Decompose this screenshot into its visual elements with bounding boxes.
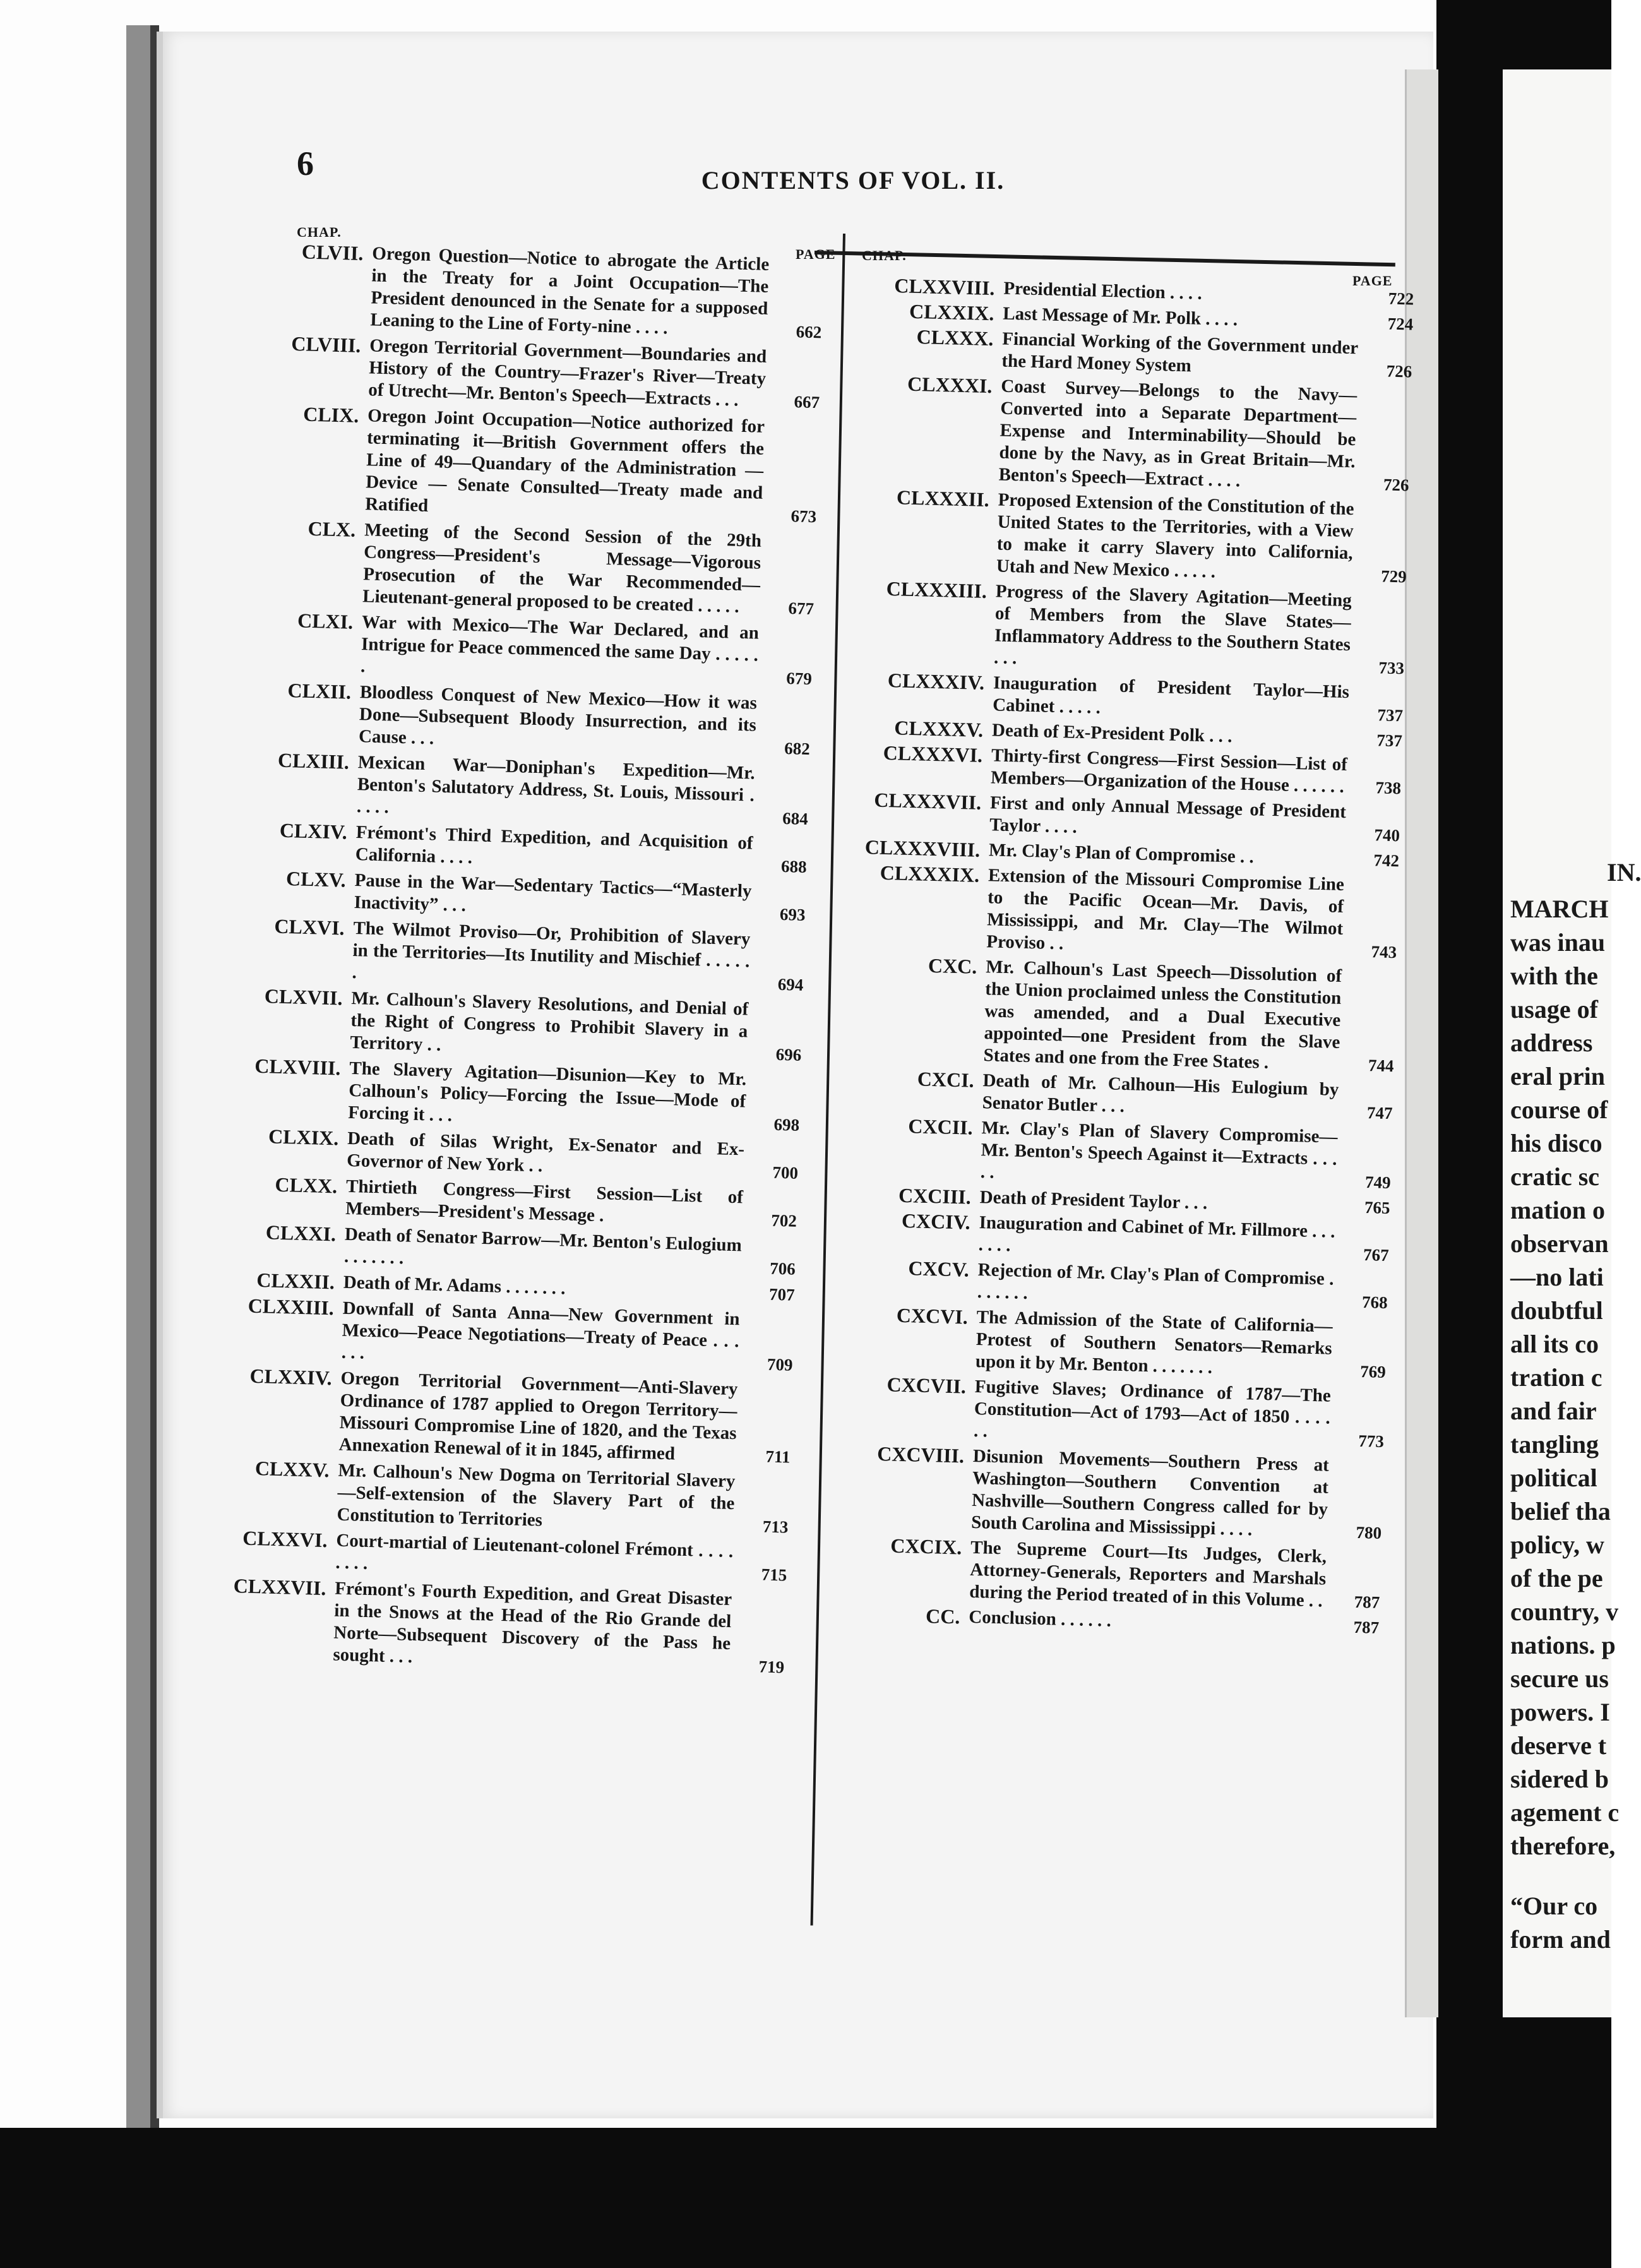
chapter-title: Extension of the Missouri Compromise Line to the Pacific Ocean—Mr. Davis, of Mississippi, and Mr. Clay—The Wilmot Proviso . .: [986, 865, 1345, 954]
facing-page-line: usage of: [1510, 995, 1598, 1024]
facing-page-line: mation o: [1510, 1196, 1605, 1224]
facing-page-line: belief tha: [1510, 1497, 1611, 1525]
chapter-title: Death of Silas Wright, Ex-Senator and Ex-Governor of New York . .: [346, 1128, 745, 1176]
toc-entry: [191, 1455, 790, 1538]
chapter-numeral: CLXX.: [275, 1173, 338, 1198]
chapter-numeral: CLXXIV.: [249, 1364, 333, 1390]
chapter-numeral: CXCV.: [908, 1256, 970, 1281]
toc-entry: [786, 1532, 1381, 1614]
chapter-title: Inauguration and Cabinet of Mr. Fillmore . . . . . . .: [978, 1212, 1335, 1256]
chapter-numeral: CLIX.: [302, 402, 359, 427]
toc-entry: [797, 1113, 1392, 1195]
page-ref: 729: [1380, 566, 1407, 587]
page-ref: 780: [1356, 1522, 1382, 1543]
chapter-numeral: CXCIX.: [890, 1534, 962, 1559]
page-ref: 767: [1363, 1245, 1389, 1265]
toc-entry: [800, 952, 1396, 1078]
page-ref: 711: [765, 1447, 791, 1467]
facing-page-fragment: [1503, 69, 1641, 2017]
page-ref: 747: [1366, 1103, 1393, 1123]
running-head: CONTENTS OF VOL. II.: [701, 166, 1005, 194]
chapter-numeral: CLXXI.: [265, 1221, 337, 1246]
toc-entry: [217, 515, 816, 620]
chapter-title: Thirty-first Congress—First Session—List of Members—Organization of the House . . . . . .: [990, 745, 1348, 797]
chapter-title: The Wilmot Proviso—Or, Prohibition of Slavery in the Territories—Its Inutility and Mischief . . . . . .: [352, 918, 751, 983]
chapter-numeral: CLXXVII.: [233, 1574, 326, 1600]
facing-page-line: cratic sc: [1510, 1162, 1600, 1191]
chapter-title: Oregon Territorial Government—Boundaries and History of the Country—Frazer's River—Treaty of Utrecht—Mr. Benton's Speech—Extracts . . .: [367, 335, 767, 410]
page-ref: 662: [796, 322, 822, 342]
chapter-title: Meeting of the Second Session of the 29th Congress—President's Message—Vigorous Prosecution of the War Recommended—Lieutenant-general proposed to be created . . . . .: [362, 520, 762, 617]
page-ref: 707: [768, 1284, 796, 1304]
page-ref: 702: [771, 1210, 797, 1231]
chapter-title: Financial Working of the Government under the Hard Money System: [1001, 328, 1359, 376]
chapter-numeral: CLXXXIV.: [887, 669, 985, 694]
toc-entry: [223, 331, 821, 414]
page-ref: 724: [1387, 314, 1414, 334]
chapter-title: Rejection of Mr. Clay's Plan of Compromise . . . . . . .: [977, 1260, 1334, 1304]
page-ref: 738: [1375, 778, 1402, 798]
facing-page-line: nations. p: [1510, 1631, 1616, 1659]
page-ref: 684: [782, 808, 809, 829]
facing-page-line: agement c: [1510, 1798, 1620, 1827]
facing-page-line: policy, w: [1510, 1531, 1604, 1559]
chapter-title: Coast Survey—Belongs to the Navy—Converted into a Separate Department—Expense and Interminability—Should be done by the Navy, as in Great Britain—Mr. Benton's Speech—Extract . . . .: [998, 376, 1358, 491]
page-ref: 719: [758, 1657, 785, 1677]
page-ref: 787: [1353, 1617, 1380, 1637]
toc-entry: [193, 1363, 792, 1468]
page-ref: 733: [1378, 658, 1405, 678]
chapter-numeral: CLXXVIII.: [893, 274, 995, 300]
page-ref: 765: [1364, 1198, 1390, 1218]
toc-entry: [813, 484, 1409, 588]
chapter-numeral: CLX.: [307, 516, 356, 541]
facing-page-line: tangling: [1510, 1430, 1599, 1459]
page-ref: 682: [784, 738, 811, 759]
toc-entry: [196, 1293, 794, 1376]
chapter-title: The Supreme Court—Its Judges, Clerk, Attorney-Generals, Reporters and Marshals during the Period treated of in this Volume . .: [969, 1537, 1327, 1611]
chapter-title: First and only Annual Message of President Taylor . . . .: [989, 792, 1347, 837]
chapter-numeral: CXC.: [928, 953, 977, 978]
facing-page-line: —no lati: [1510, 1263, 1604, 1291]
toc-right-column: [785, 273, 1414, 1642]
chapter-title: Mr. Calhoun's Last Speech—Dissolution of the Union proclaimed unless the Constitution was amended, and a Dual Executive appointed—one President from the Slave States and one from the Free States .: [983, 957, 1342, 1073]
toc-entry: [220, 401, 820, 528]
toc-entry: [206, 914, 805, 996]
chapter-title: Presidential Election . . . .: [1003, 278, 1203, 304]
chapter-numeral: CLXIV.: [279, 818, 348, 844]
chapter-numeral: CLXXXIII.: [886, 576, 988, 603]
page-ref: 673: [791, 506, 817, 527]
page-ref: 726: [1386, 361, 1412, 381]
page-ref: 706: [769, 1258, 796, 1279]
facing-page-line: secure us: [1510, 1664, 1609, 1693]
chapter-numeral: CLXII.: [287, 678, 352, 703]
chapter-numeral: CLXXXIX.: [880, 861, 980, 886]
chap-label-right: CHAP.: [862, 248, 907, 263]
page-number: 6: [297, 145, 314, 182]
facing-page-line: all its co: [1510, 1330, 1599, 1358]
facing-page-line: address: [1510, 1029, 1593, 1057]
facing-page-line: and fair: [1510, 1397, 1597, 1425]
toc-entry: [215, 607, 814, 690]
page-label-left: PAGE: [796, 246, 836, 262]
toc-entry: [815, 371, 1411, 497]
chapter-title: Mexican War—Doniphan's Expedition—Mr. Benton's Salutatory Address, St. Louis, Missouri . . . . .: [356, 752, 756, 818]
facing-page-line: “Our co: [1510, 1892, 1598, 1920]
chapter-numeral: CLXI.: [297, 609, 354, 633]
chapter-title: Bloodless Conquest of New Mexico—How it was Done—Subsequent Bloody Insurrection, and its Cause . . .: [358, 682, 758, 749]
chapter-title: War with Mexico—The War Declared, and an Intrigue for Peace commenced the same Day . . . . . .: [360, 612, 760, 677]
page-ref: 743: [1371, 942, 1397, 962]
page-ref: 740: [1374, 825, 1400, 845]
chapter-numeral: CC.: [925, 1604, 960, 1628]
facing-page-line: MARCH: [1510, 895, 1609, 923]
page-ref: 742: [1373, 850, 1400, 871]
chapter-numeral: CLXXXVIII.: [864, 835, 981, 861]
facing-page-line: with the: [1510, 962, 1598, 990]
toc-entry: [203, 1053, 801, 1136]
facing-page-line: IN.: [1607, 858, 1641, 886]
chapter-numeral: CLXIX.: [268, 1125, 339, 1150]
chapter-title: Fugitive Slaves; Ordinance of 1787—The Constitution—Act of 1793—Act of 1850 . . . . . .: [973, 1376, 1332, 1441]
chapter-title: The Admission of the State of California—Protest of Southern Senators—Remarks upon it by Mr. Benton . . . . . . .: [975, 1307, 1334, 1378]
chapter-numeral: CXCVIII.: [876, 1441, 965, 1467]
chapter-numeral: CXCVII.: [886, 1373, 967, 1398]
toc-entry: [212, 748, 810, 830]
facing-page-line: his disco: [1510, 1129, 1602, 1157]
facing-page-line: deserve t: [1510, 1731, 1607, 1760]
page-ref: 709: [767, 1354, 793, 1375]
chapter-title: The Slavery Agitation—Disunion—Key to Mr. Calhoun's Policy—Forcing the Issue—Mode of Forcing it . . .: [347, 1058, 747, 1126]
page-ref: 679: [785, 668, 813, 689]
chapter-numeral: CLXXXII.: [896, 486, 990, 511]
chapter-numeral: CLXXV.: [254, 1456, 330, 1482]
chapter-title: Oregon Joint Occupation—Notice authorized for terminating it—British Government offers the Line of 49—Quandary of the Administration — Device — Senate Consulted—Treaty made and Ratified: [364, 405, 765, 516]
chapter-title: Death of Mr. Adams . . . . . . .: [343, 1272, 566, 1299]
page-ref: 696: [775, 1044, 802, 1065]
chapter-title: Progress of the Slavery Agitation—Meeting of Members from the Slave States—Inflammatory Address to the Southern States . . .: [993, 581, 1352, 669]
page-ref: 726: [1383, 475, 1409, 495]
toc-entry: [791, 1371, 1385, 1453]
page-ref: 744: [1368, 1056, 1394, 1076]
chapter-title: Oregon Question—Notice to abrogate the Article in the Treaty for a Joint Occupation—The President denounced in the Senate for a supposed Leaning to the Line of Forty-nine . . . .: [370, 243, 770, 338]
page-ref: 694: [777, 974, 804, 994]
chapter-numeral: CXCII.: [907, 1114, 974, 1139]
chapter-title: Mr. Calhoun's Slavery Resolutions, and Denial of the Right of Congress to Prohibit Slavery in a Territory . .: [350, 988, 749, 1055]
chapter-numeral: CLXXXVII.: [873, 788, 982, 814]
page-ref: 737: [1376, 731, 1403, 751]
facing-page-line: eral prin: [1510, 1062, 1605, 1090]
page-ref: 787: [1354, 1592, 1380, 1612]
facing-page-line: course of: [1510, 1095, 1608, 1124]
chapter-title: Disunion Movements—Southern Press at Washington—Southern Convention at Nashville—Southern Congress called for by South Carolina and Mississippi . . . .: [970, 1445, 1330, 1540]
chapter-numeral: CLXXXV.: [893, 716, 984, 741]
facing-page-line: doubtful: [1510, 1296, 1603, 1325]
toc-left-column: [188, 239, 824, 1683]
chapter-title: Oregon Territorial Government—Anti-Slavery Ordinance of 1787 applied to Oregon Territory—Missouri Compromise Line of 1820, and the Texas Annexation Renewal of it in 1845, affirmed: [338, 1368, 738, 1464]
chapter-title: Death of President Taylor . . .: [979, 1187, 1208, 1214]
page-ref: 769: [1359, 1361, 1387, 1382]
chapter-title: Mr. Clay's Plan of Slavery Compromise—Mr. Benton's Speech Against it—Extracts . . . . .: [980, 1118, 1338, 1183]
chapter-numeral: CLXXXI.: [907, 372, 993, 398]
page-ref: 693: [779, 904, 806, 924]
chapter-numeral: CLXXX.: [916, 325, 994, 350]
chapter-title: Thirtieth Congress—First Session—List of Members—President's Message .: [345, 1176, 744, 1226]
facing-page-line: country, v: [1510, 1597, 1619, 1626]
chapter-title: Proposed Extension of the Constitution of the United States to the Territories, with a View to make it carry Slavery into California, Utah and New Mexico . . . . .: [996, 489, 1354, 582]
chapter-numeral: CXCI.: [917, 1067, 975, 1092]
page-ref: 713: [762, 1517, 789, 1537]
chapter-title: Inauguration of President Taylor—His Cabinet . . . . .: [992, 672, 1350, 718]
chapter-numeral: CLVIII.: [290, 331, 361, 357]
chapter-title: Frémont's Fourth Expedition, and Great Disaster in the Snows at the Head of the Rio Grande del Norte—Subsequent Discovery of the Pass he sought . . .: [333, 1578, 732, 1668]
toc-entry: [225, 239, 824, 343]
facing-page-line: form and: [1510, 1925, 1611, 1954]
facing-page-line: political: [1510, 1464, 1597, 1492]
page-ref: 722: [1388, 289, 1414, 309]
facing-page-line: therefore,: [1510, 1832, 1616, 1860]
chapter-title: Downfall of Santa Anna—New Government in Mexico—Peace Negotiations—Treaty of Peace . . . . . .: [341, 1298, 740, 1363]
chapter-title: Death of Senator Barrow—Mr. Benton's Eulogium . . . . . . .: [343, 1224, 743, 1268]
chapter-numeral: CLXVII.: [264, 984, 343, 1010]
chapter-title: Court-martial of Lieutenant-colonel Frémont . . . . . . . .: [335, 1530, 734, 1574]
chapter-numeral: CLXIII.: [277, 748, 350, 773]
chapter-numeral: CLVII.: [301, 240, 364, 265]
chapter-title: Conclusion . . . . . .: [968, 1606, 1112, 1631]
page-ref: 749: [1364, 1173, 1391, 1193]
page-ref: 715: [761, 1565, 787, 1585]
toc-entry: [188, 1573, 787, 1678]
toc-entry: [803, 860, 1399, 964]
page-ref: 688: [780, 856, 807, 877]
chap-label-left: CHAP.: [297, 224, 342, 240]
toc-entry: [205, 984, 803, 1066]
chapter-title: Last Message of Mr. Polk . . . .: [1002, 303, 1238, 330]
facing-page-line: was inau: [1510, 928, 1606, 957]
page-ref: 768: [1361, 1292, 1388, 1313]
chapter-numeral: CLXVIII.: [254, 1054, 341, 1080]
chapter-numeral: CLXXVI.: [242, 1526, 328, 1552]
scanner-bed-bottom: [0, 2128, 1611, 2268]
facing-page-line: of the pe: [1510, 1564, 1603, 1592]
chapter-numeral: CXCVI.: [896, 1303, 969, 1328]
chapter-numeral: CLXV.: [285, 867, 347, 892]
chapter-title: Mr. Calhoun's New Dogma on Territorial Slavery—Self-extension of the Slavery Part of the Constitution to Territories: [337, 1460, 736, 1531]
page-ref: 677: [788, 599, 815, 619]
chapter-numeral: CXCIII.: [898, 1183, 972, 1209]
page-ref: 773: [1358, 1431, 1385, 1451]
toc-entry: [213, 677, 812, 760]
page-ref: 700: [772, 1162, 799, 1183]
facing-page-line: powers. I: [1510, 1698, 1610, 1726]
chapter-numeral: CLXXXVI.: [883, 741, 983, 767]
page-ref: 698: [773, 1114, 800, 1135]
facing-page-line: observan: [1510, 1229, 1609, 1258]
chapter-title: Death of Mr. Calhoun—His Eulogium by Senator Butler . . .: [982, 1070, 1339, 1117]
chapter-title: Pause in the War—Sedentary Tactics—“Masterly Inactivity” . . .: [354, 870, 752, 916]
chapter-numeral: CXCIV.: [901, 1209, 971, 1234]
page-ref: 667: [794, 392, 820, 412]
facing-page-line: sidered b: [1510, 1765, 1609, 1793]
chapter-title: Mr. Clay's Plan of Compromise . .: [988, 840, 1255, 868]
chapter-numeral: CLXXIX.: [909, 299, 994, 325]
toc-entry: [788, 1440, 1383, 1544]
chapter-numeral: CLXXIII.: [248, 1294, 335, 1320]
toc-entry: [811, 576, 1406, 680]
page-ref: 737: [1377, 705, 1404, 725]
chapter-title: Frémont's Third Expedition, and Acquisition of California . . . .: [355, 822, 754, 868]
facing-page-line: tration c: [1510, 1363, 1602, 1392]
page-label-right: PAGE: [1352, 273, 1393, 289]
toc-entry: [792, 1301, 1387, 1383]
chapter-numeral: CLXXII.: [256, 1268, 335, 1294]
chapter-numeral: CLXVI.: [274, 914, 345, 940]
chapter-title: Death of Ex-President Polk . . .: [991, 720, 1232, 747]
